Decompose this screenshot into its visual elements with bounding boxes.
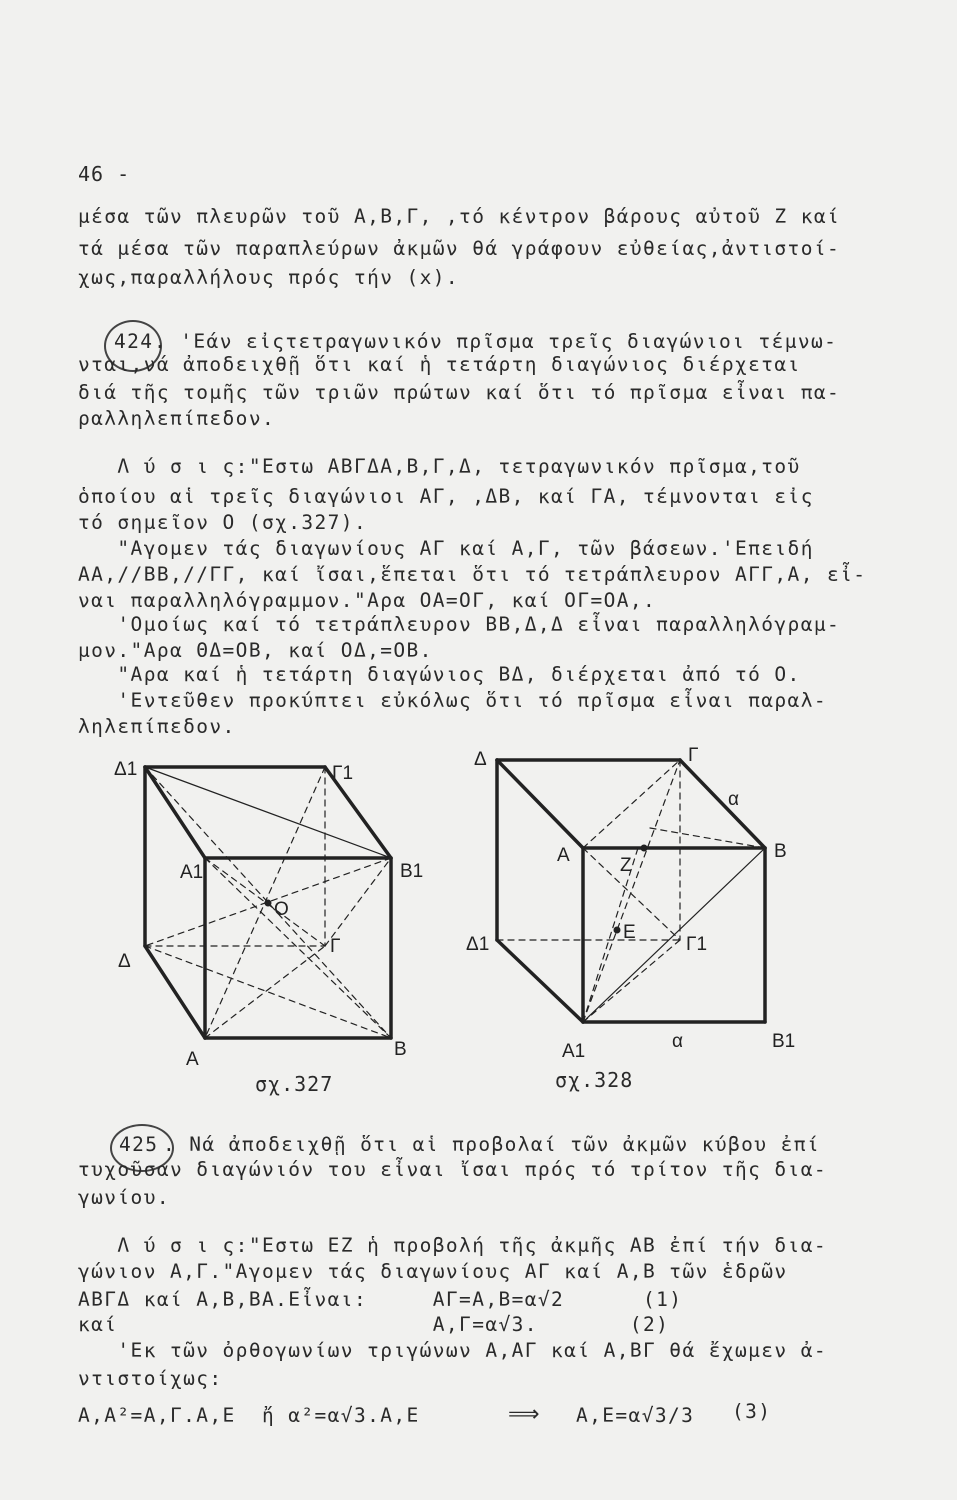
label-B1: B1 [772, 1031, 796, 1052]
text-line: χως,παραλλήλους πρός τήν (x). [78, 266, 460, 289]
text-line: Λ ύ σ ι ς:"Εστω ΑΒΓΔΑ,Β,Γ,Δ, τετραγωνικόν πρῖσμα,τοῦ [78, 455, 801, 478]
text-line: γώνιον Α,Γ."Αγομεν τάς διαγωνίους ΑΓ καί Α,Β τῶν ἑδρῶν [78, 1260, 788, 1283]
label-a-bottom: α [672, 1031, 683, 1052]
text-line: 'Εντεῦθεν προκύπτει εὐκόλως ὅτι τό πρῖσμα εἶναι παραλ- [78, 689, 827, 712]
equation-number: (3) [732, 1400, 772, 1423]
text-line: ναι παραλληλόγραμμον."Αρα ΟΑ=ΟΓ, καί ΟΓ=ΟΑ,. [78, 589, 657, 612]
label-A: A [186, 1049, 199, 1065]
label-D1: Δ1 [466, 934, 490, 955]
label-D: Δ [118, 951, 131, 972]
text-line: . Νά ἀποδειχθῇ ὅτι αἱ προβολαί τῶν ἀκμῶν κύβου ἐπί [163, 1133, 820, 1156]
label-G1: Γ1 [332, 763, 354, 784]
problem-number: 424 [114, 330, 154, 353]
formula-result: Α,Ε=α√3/3 [576, 1404, 695, 1427]
text-line: τό σημεῖον Ο (σχ.327). [78, 511, 368, 534]
figure-328 [460, 735, 820, 1075]
text-line: τυχοῦσαν διαγώνιόν του εἶναι ἴσαι πρός τό τρίτον τῆς δια- [78, 1158, 827, 1181]
text-line: μέσα τῶν πλευρῶν τοῦ Α,Β,Γ, ,τό κέντρον βάρους αὐτοῦ Ζ καί [78, 205, 841, 228]
label-B: B [774, 841, 787, 862]
page-number: 46 - [78, 162, 131, 186]
label-a-top: α [728, 789, 739, 810]
text-line: ὁποίου αἱ τρεῖς διαγώνιοι ΑΓ, ,ΔΒ, καί ΓΑ, τέμνονται εἰς [78, 485, 814, 508]
label-Z: Z [620, 855, 632, 876]
label-G1: Γ1 [686, 934, 708, 955]
label-D1: Δ1 [114, 759, 138, 780]
figure-327 [100, 745, 430, 1065]
figure-caption: σχ.328 [555, 1068, 634, 1092]
text-line: 'Εκ τῶν ὀρθογωνίων τριγώνων Α,ΑΓ καί Α,ΒΓ θά ἔχωμεν ἀ- [78, 1339, 827, 1362]
label-B: B [394, 1039, 407, 1060]
label-A1: A1 [562, 1041, 586, 1062]
label-G: Γ [688, 745, 699, 766]
text-line: "Αγομεν τάς διαγωνίους ΑΓ καί Α,Γ, τῶν βάσεων.'Επειδή [78, 537, 814, 560]
label-D: Δ [474, 749, 487, 770]
text-line: ΑΒΓΔ καί Α,Β,ΒΑ.Εἶναι: ΑΓ=Α,Β=α√2 (1) [78, 1288, 683, 1311]
label-G: Γ [330, 936, 341, 957]
label-B1: B1 [400, 861, 424, 882]
text-line: "Αρα καί ἡ τετάρτη διαγώνιος ΒΔ, διέρχεται ἀπό τό Ο. [78, 663, 801, 686]
text-line: ληλεπίπεδον. [78, 715, 236, 738]
label-A: A [557, 845, 570, 866]
text-line: 'Ομοίως καί τό τετράπλευρον ΒΒ,Δ,Δ εἶναι παραλληλόγραμ- [78, 613, 841, 636]
text-line: ραλληλεπίπεδον. [78, 407, 276, 430]
text-line: . 'Εάν εἰςτετραγωνικόν πρῖσμα τρεῖς διαγώνιοι τέμνω- [154, 330, 838, 353]
text-line: μον."Αρα ΘΔ=ΟΒ, καί ΟΔ,=ΟΒ. [78, 639, 433, 662]
text-line: τά μέσα τῶν παραπλεύρων ἀκμῶν θά γράφουν εὐθείας,ἀντιστοί- [78, 237, 841, 260]
text-line: ντιστοίχως: [78, 1367, 223, 1390]
label-E: E [623, 922, 636, 943]
text-line: ΑΑ,//ΒΒ,//ΓΓ, καί ἴσαι,ἕπεται ὅτι τό τετράπλευρον ΑΓΓ,Α, εἶ- [78, 563, 867, 586]
text-line: διά τῆς τομῆς τῶν τριῶν πρώτων καί ὅτι τό πρῖσμα εἶναι πα- [78, 381, 841, 404]
label-A1: A1 [180, 862, 204, 883]
text-line: καί Α,Γ=α√3. (2) [78, 1313, 670, 1336]
text-line: γωνίου. [78, 1186, 170, 1209]
implies-arrow: ⟹ [508, 1402, 541, 1427]
figure-caption: σχ.327 [255, 1072, 334, 1096]
problem-number: 425 [119, 1133, 159, 1156]
formula-left: Α,Α²=Α,Γ.Α,Ε ἤ α²=α√3.Α,Ε [78, 1404, 420, 1427]
text-line: Λ ύ σ ι ς:"Εστω ΕΖ ἡ προβολή τῆς ἀκμῆς ΑΒ ἐπί τήν δια- [78, 1234, 827, 1257]
label-O: O [274, 899, 289, 920]
text-line: νται,νά ἀποδειχθῇ ὅτι καί ἡ τετάρτη διαγώνιος διέρχεται [78, 353, 801, 376]
